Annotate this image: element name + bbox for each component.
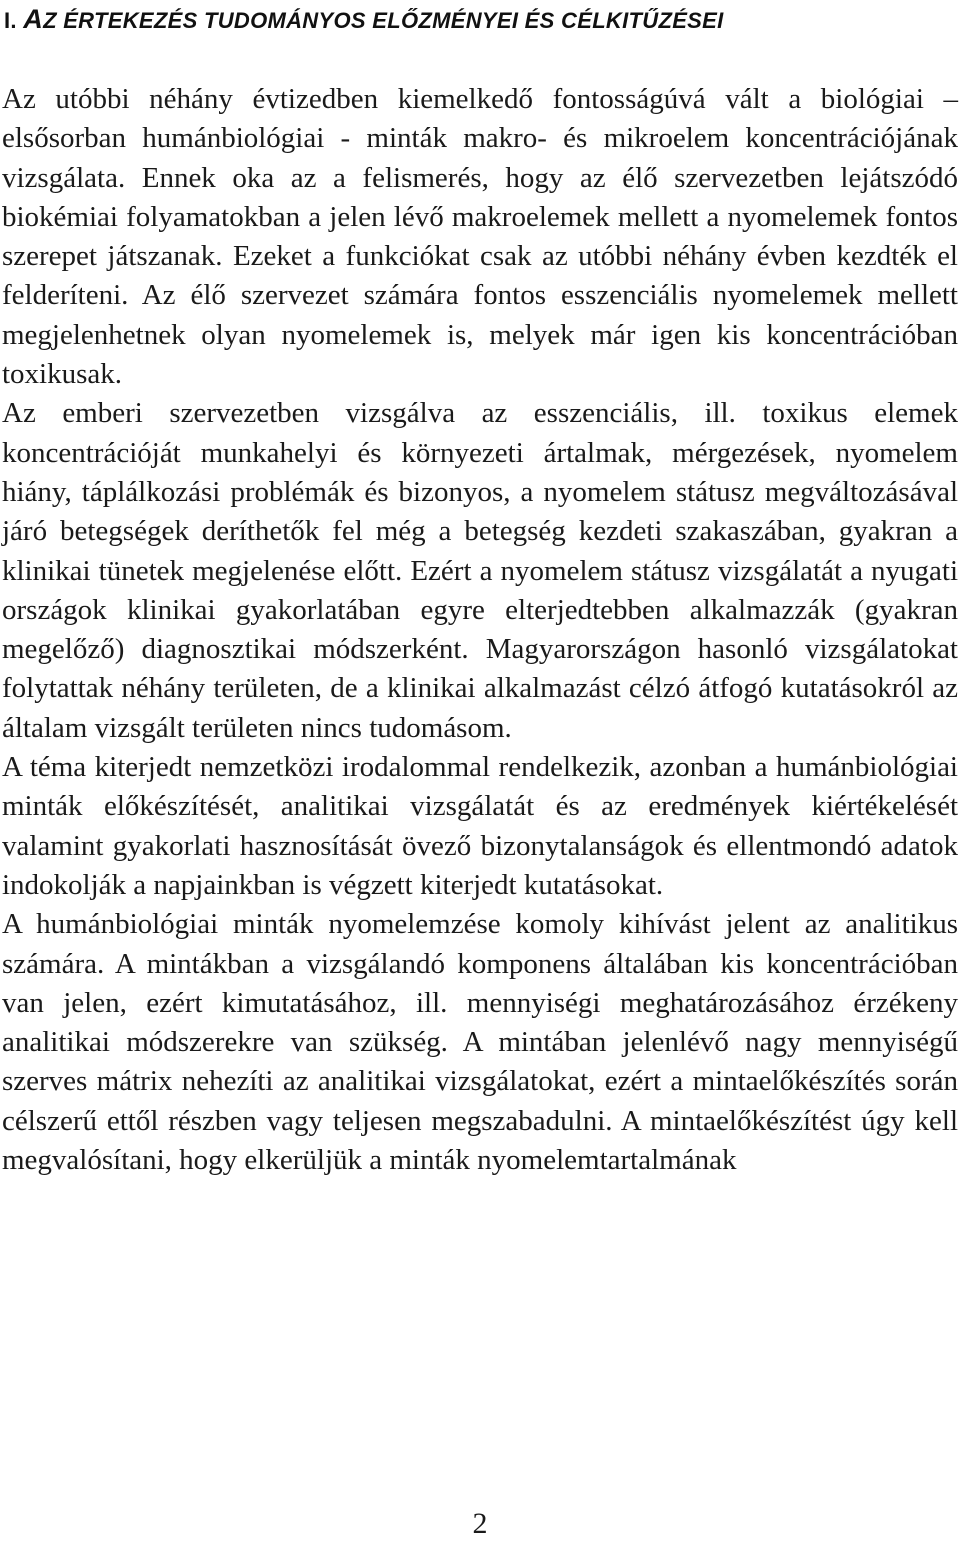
body-text	[2, 80, 958, 1180]
heading-title-text: Z ÉRTEKEZÉS TUDOMÁNYOS ELŐZMÉNYEI ÉS CÉLKITŰZÉSEI	[43, 8, 724, 33]
heading-first-letter: A	[23, 4, 44, 34]
section-heading	[4, 2, 724, 38]
paragraph-3: A téma kiterjedt nemzetközi irodalommal rendelkezik, azonban a humánbiológiai minták előkészítését, analitikai vizsgálatát és az eredmények kiértékelését valamint gyakorlati hasznosítását övező bizonytalanságok és ellentmondó adatok indokolják a napjainkban is végzett kiterjedt kutatásokat.	[2, 751, 958, 901]
heading-roman-numeral: I.	[4, 8, 17, 33]
page-number: 2	[472, 1507, 488, 1540]
paragraph-2: Az emberi szervezetben vizsgálva az esszenciális, ill. toxikus elemek koncentrációját munkahelyi és környezeti ártalmak, mérgezések, nyomelem hiány, táplálkozási problémák és bizonyos, a nyomelem státusz megváltozásával járó betegségek deríthetők fel még a betegség kezdeti szakaszában, gyakran a klinikai tünetek megjelenése előtt. Ezért a nyomelem státusz vizsgálatát a nyugati országok klinikai gyakorlatában egyre elterjedtebben alkalmazzák (gyakran megelőző) diagnosztikai módszerként. Magyarországon hasonló vizsgálatokat folytattak néhány területen, de a klinikai alkalmazást célzó átfogó kutatásokról az általam vizsgált területen nincs tudomásom.	[2, 397, 958, 744]
paragraph-4: A humánbiológiai minták nyomelemzése komoly kihívást jelent az analitikus számára. A mintákban a vizsgálandó komponens általában kis koncentrációban van jelen, ezért kimutatásához, ill. mennyiségi meghatározásához érzékeny analitikai módszerekre van szükség. A mintában jelenlévő nagy mennyiségű szerves mátrix nehezíti az analitikai vizsgálatokat, ezért a mintaelőkészítés során célszerű ettől részben vagy teljesen megszabadulni. A mintaelőkészítést úgy kell megvalósítani, hogy elkerüljük a minták nyomelemtartalmának	[2, 908, 958, 1177]
paragraph-1: Az utóbbi néhány évtizedben kiemelkedő fontosságúvá vált a biológiai – elsősorban humánbiológiai - minták makro- és mikroelem koncentrációjának vizsgálata. Ennek oka az a felismerés, hogy az élő szervezetben lejátszódó biokémiai folyamatokban a jelen lévő makroelemek mellett a nyomelemek fontos szerepet játszanak. Ezeket a funkciókat csak az utóbbi néhány évben kezdték el felderíteni. Az élő szervezet számára fontos esszenciális nyomelemek mellett megjelenhetnek olyan nyomelemek is, melyek már igen kis koncentrációban toxikusak.	[2, 83, 958, 391]
